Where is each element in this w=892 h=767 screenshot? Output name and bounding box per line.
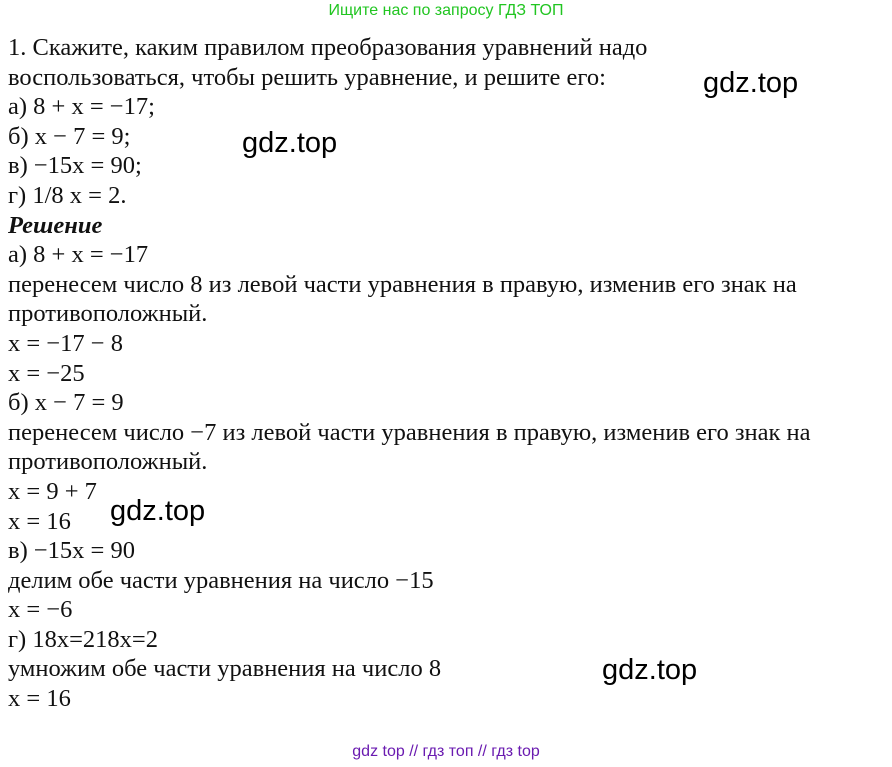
solution-answer: x = −6 — [8, 596, 73, 624]
solution-b-title: б) x − 7 = 9 — [8, 389, 124, 417]
question-line: 1. Скажите, каким правилом преобразования уравнений надо — [8, 34, 648, 61]
solution-step: x = 9 + 7 — [8, 477, 97, 505]
solution-heading: Решение — [8, 211, 103, 239]
solution-text: перенесем число −7 из левой части уравнения в правую, изменив его знак на — [8, 418, 811, 446]
watermark: gdz.top — [110, 495, 206, 527]
solution-d-title: г) 18x=218x=2 — [8, 625, 158, 653]
solution-c-title: в) −15x = 90 — [8, 537, 135, 565]
equation-c: в) −15x = 90; — [8, 152, 142, 180]
solution-answer: x = −25 — [8, 359, 85, 387]
solution-answer: x = 16 — [8, 507, 71, 535]
equation-a: а) 8 + x = −17; — [8, 93, 155, 121]
solution-step: x = −17 − 8 — [8, 329, 123, 357]
watermark: gdz.top — [703, 67, 799, 99]
solution-answer: x = 16 — [8, 685, 71, 713]
watermark: gdz.top — [242, 127, 338, 159]
footer-links: gdz top // гдз топ // гдз top — [352, 743, 540, 760]
solution-text: перенесем число 8 из левой части уравнения в правую, изменив его знак на — [8, 270, 797, 298]
question-line: воспользоваться, чтобы решить уравнение, и решите его: — [8, 63, 606, 91]
equation-b: б) x − 7 = 9; — [8, 122, 131, 150]
solution-a-title: а) 8 + x = −17 — [8, 241, 149, 269]
solution-text: делим обе части уравнения на число −15 — [8, 566, 434, 594]
solution-text: умножим обе части уравнения на число 8 — [8, 655, 442, 683]
document-body — [8, 33, 888, 714]
watermark: gdz.top — [602, 654, 698, 686]
equation-d: г) 1/8 x = 2. — [8, 181, 127, 209]
solution-text: противоположный. — [8, 300, 208, 328]
top-banner: Ищите нас по запросу ГДЗ ТОП — [328, 2, 564, 19]
solution-text: противоположный. — [8, 448, 208, 476]
